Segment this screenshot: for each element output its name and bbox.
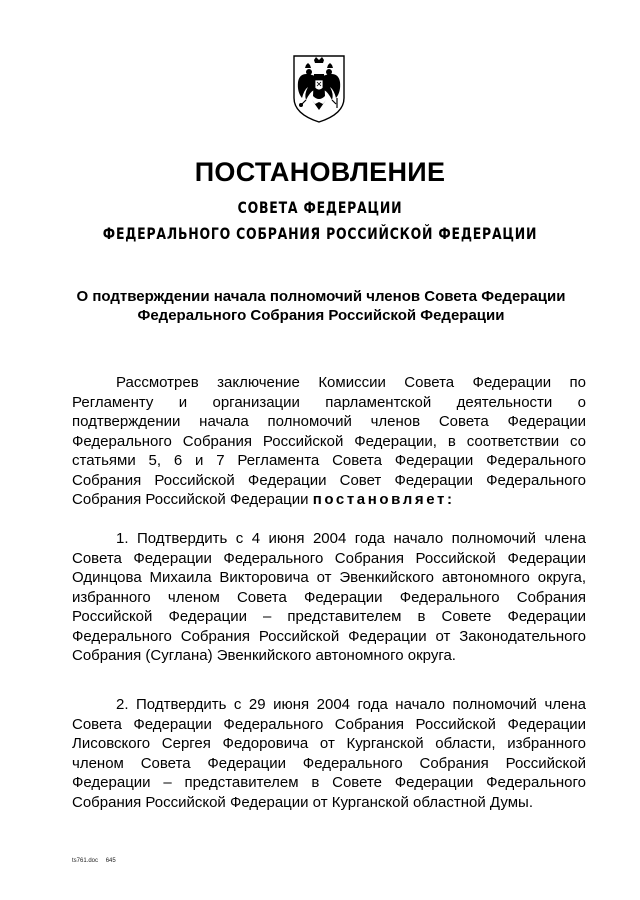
- decree-item-2: [72, 695, 586, 812]
- document-title: ПОСТАНОВЛЕНИЕ: [194, 157, 446, 187]
- preamble-text: Рассмотрев заключение Комиссии Совета Федерации по Регламенту и организации парламентской деятельности о подтверждении начала полномочий членов Совета Федерации Федерального Собрания Российской Федерации, в соответствии со статьями 5, 6 и 7 Регламента Совета Федерации Федерального Собрания Российской Федерации Совет Федерации Федерального Собрания Российской Федерации: [72, 374, 586, 508]
- subject-line-2: Федерального Собрания Российской Федерации: [137, 307, 505, 324]
- footer-code: 645: [105, 858, 116, 864]
- preamble-paragraph: [72, 373, 586, 510]
- document-subject: [40, 287, 602, 325]
- decree-item-1-text: 1. Подтвердить с 4 июня 2004 года начало полномочий члена Совета Федерации Федерального Собрания Российской Федерации Одинцова Михаила Викторовича от Эвенкийского автономного округа, избранного членом Совета Федерации Федерального Собрания Российской Федерации – представителем в Совете Федерации Федерального Собрания Российской Федерации от Законодательного Собрания (Суглана) Эвенкийского автономного округа.: [72, 530, 586, 664]
- issuer-line-2: ФЕДЕРАЛЬНОГО СОБРАНИЯ РОССИЙСКОЙ ФЕДЕРАЦИИ: [102, 224, 538, 243]
- footer-file-info: [72, 858, 122, 864]
- coat-of-arms-icon: [288, 52, 350, 124]
- decree-item-1: [72, 529, 586, 666]
- subject-line-1: О подтверждении начала полномочий членов Совета Федерации: [76, 288, 566, 305]
- decree-word: постановляет:: [312, 491, 455, 508]
- issuer-line-1: СОВЕТА ФЕДЕРАЦИИ: [237, 198, 403, 217]
- footer-file-name: ts761.doc: [72, 858, 99, 864]
- decree-item-2-text: 2. Подтвердить с 29 июня 2004 года начало полномочий члена Совета Федерации Федерального Собрания Российской Федерации Лисовского Сергея Федоровича от Курганской области, избранного членом Совета Федерации Федерального Собрания Российской Федерации – представителем в Совете Федерации Федерального Собрания Российской Федерации от Курганской областной Думы.: [72, 696, 586, 811]
